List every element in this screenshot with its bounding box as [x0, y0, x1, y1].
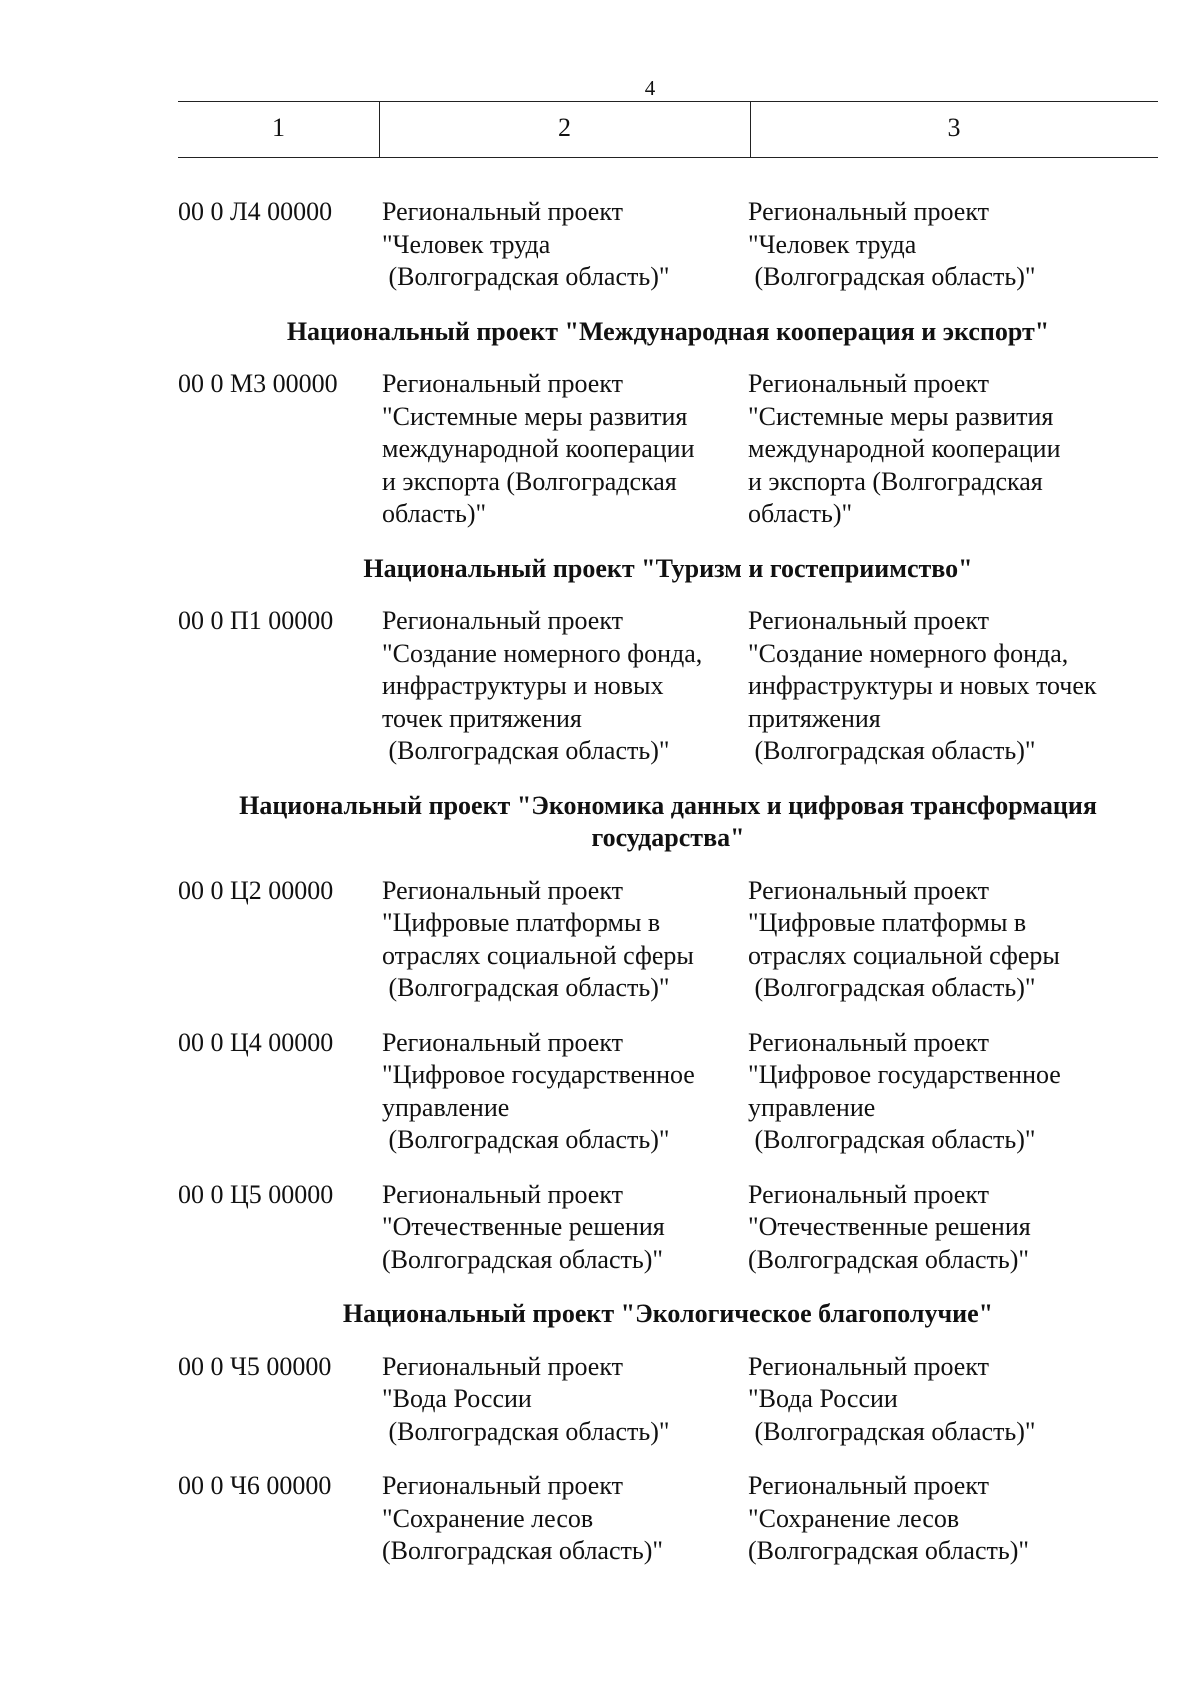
- section-title: Национальный проект "Экономика данных и цифровая трансформация государства": [239, 790, 1097, 852]
- row-code: 00 0 П1 00000: [178, 606, 334, 635]
- row-code: 00 0 Ц5 00000: [178, 1179, 334, 1209]
- table-header-col-1: 1: [272, 113, 285, 142]
- row-code: 00 0 Ц4 00000: [178, 1027, 334, 1057]
- page-number: 4: [644, 76, 656, 100]
- table-header-col-3: 3: [947, 113, 961, 142]
- row-name: Региональный проект "Цифровое государственное управление (Волгоградская область)": [382, 1027, 695, 1154]
- row-name: Региональный проект "Цифровые платформы в отраслях социальной сферы (Волгоградская область)": [382, 875, 694, 1002]
- table-row: [178, 1179, 1158, 1277]
- row-name: Региональный проект "Создание номерного фонда, инфраструктуры и новых точек притяжения (Волгоградская область)": [382, 606, 703, 765]
- row-code: 00 0 Ц2 00000: [178, 875, 334, 905]
- table-header-top-rule: [178, 101, 1158, 102]
- row-name: Региональный проект "Отечественные решения (Волгоградская область)": [382, 1179, 665, 1274]
- row-target: Региональный проект "Цифровые платформы в отраслях социальной сферы (Волгоградская область)": [748, 875, 1060, 1002]
- row-target: Региональный проект "Цифровое государственное управление (Волгоградская область)": [748, 1027, 1061, 1154]
- row-code: 00 0 Л4 00000: [178, 197, 333, 226]
- row-name: Региональный проект "Вода России (Волгоградская область)": [382, 1351, 670, 1446]
- table-row: [178, 196, 1158, 294]
- section-title: Национальный проект "Туризм и гостеприимство": [363, 553, 973, 583]
- table-row: [178, 368, 1158, 531]
- table-row: [178, 875, 1158, 1005]
- table-row: [178, 1027, 1158, 1157]
- row-code: 00 0 Ч5 00000: [178, 1351, 332, 1381]
- row-name: Региональный проект "Человек труда (Волгоградская область)": [382, 197, 670, 291]
- row-target: Региональный проект "Отечественные решения (Волгоградская область)": [748, 1179, 1031, 1274]
- row-name: Региональный проект "Сохранение лесов (Волгоградская область)": [382, 1471, 663, 1565]
- section-title: Национальный проект "Международная кооперация и экспорт": [286, 316, 1050, 346]
- row-name: Региональный проект "Системные меры развития международной кооперации и экспорта (Волгоградская область)": [382, 369, 695, 528]
- section-title: Национальный проект "Экологическое благополучие": [342, 1299, 994, 1328]
- row-target: Региональный проект "Вода России (Волгоградская область)": [748, 1351, 1036, 1446]
- table-body: [178, 196, 1158, 1568]
- row-code: 00 0 М3 00000: [178, 369, 338, 398]
- table-header-col-2: 2: [558, 113, 571, 142]
- row-target: Региональный проект "Человек труда (Волгоградская область)": [748, 197, 1036, 291]
- row-target: Региональный проект "Создание номерного фонда, инфраструктуры и новых точек притяжения (Волгоградская область)": [748, 606, 1097, 765]
- table-row: [178, 1351, 1158, 1449]
- row-target: Региональный проект "Сохранение лесов (Волгоградская область)": [748, 1471, 1029, 1565]
- table-row: [178, 1470, 1158, 1568]
- row-code: 00 0 Ч6 00000: [178, 1471, 332, 1500]
- table-row: [178, 605, 1158, 768]
- table-header-bottom-rule: [178, 157, 1158, 158]
- row-target: Региональный проект "Системные меры развития международной кооперации и экспорта (Волгоградская область)": [748, 369, 1061, 528]
